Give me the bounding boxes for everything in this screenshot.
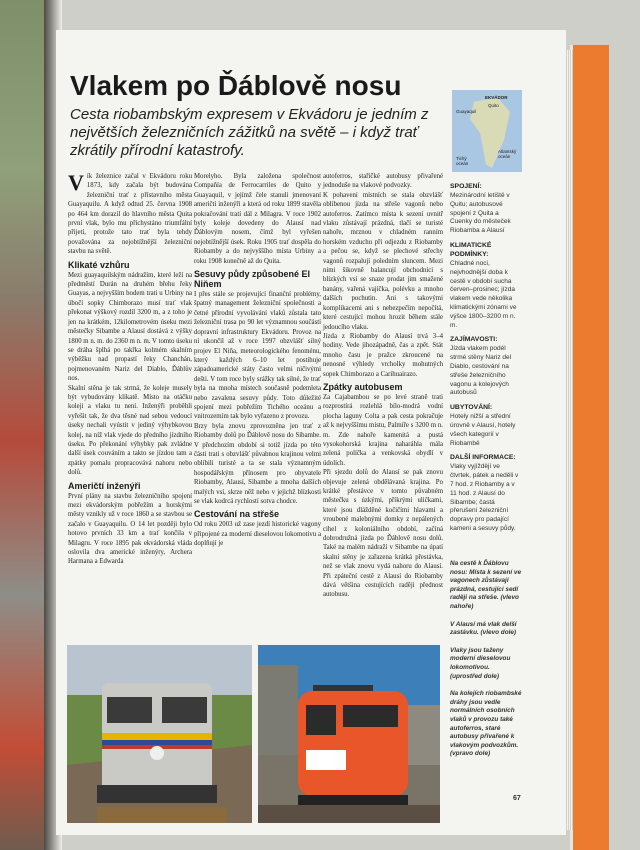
map-city-guayaquil: Guayaquil: [456, 109, 477, 114]
section-heading: Sesuvy půdy způsobené El Niňem: [194, 269, 311, 290]
article-column-2: [194, 172, 321, 549]
section-heading: Klikaté vzhůru: [68, 259, 130, 270]
article-paragraph: Skalní stěna je tak strmá, že koleje musely být vybudovány klikatě. Místo na otáčku koleji a vlaku tu není. Inženýři proběhli vyřešit tak, že dva těsné nad sebou vedoucí úseky nechali vyústit v jediný výhybkovou kolej, na níž vlak vjede do předního jízdního úseku. Po překonání výhybky pak zvládne další úsek couváním a takto se jízdou tam a zpátky pomalu propracovává nahoru nebo dolů.: [68, 384, 192, 477]
photo-caption: V Alausí má vlak delší zastávku. (vlevo dole): [450, 620, 517, 637]
autoferro-windshield: [306, 705, 336, 735]
page-title: Vlakem po Ďáblově nosu: [70, 70, 402, 101]
map-ocean-pacific: Tichý oceán: [456, 156, 469, 166]
article-column-3: [323, 172, 443, 600]
loco-window-left: [107, 697, 152, 723]
sidebar-text: Chladné noci, nejvhodnější doba k cestě v období sucha červen–prosinec; jízda vlakem vede několika klimatickými zónami ve výšce 1800–3200 m n. m.: [450, 259, 517, 329]
photo-captions: [450, 560, 522, 768]
article-paragraph: autoferros, staříčké autobusy přivařené jednoduše na vlakové podvozky.: [323, 173, 443, 190]
sidebar-heading: KLIMATICKÉ PODMÍNKY:: [450, 241, 492, 258]
sidebar-text: Jízda vlakem podél strmé stěny Nariz del Diablo, cestování na střeše železničního vagonu a kolejových autobusů: [450, 345, 512, 397]
page-subtitle: Cesta riobambským expresem v Ekvádoru je jedním z největších železničních zážitků na světě – i když trať zkrátily přírodní katastrofy.: [70, 106, 429, 159]
map-country-label: EKVÁDOR: [485, 95, 508, 100]
loco-stripe-yellow: [102, 733, 212, 740]
sidebar-heading: SPOJENÍ:: [450, 183, 482, 190]
article-paragraph: Mezi guayaquilským nádražím, které leží na předměstí Durán na druhém břehu řeky Guayas, a nejvyšším bodem trati u Urbiny na úbočí sopky Chimborazo musí trať vlak překonat výškový rozdíl 3200 m, a z toho je jen na krátkém, 12kilometrovém úseku mezi městečky Sibambe a Alausí dostává z výšky 1800 m n. m. do 2360 m n. m. V tomto úseku se dráha šplhá po takřka kolmém skalním výběžku nad propastí řeky Chanchán, pojmenovaném Nariz del Diablo, Ďáblův nos.: [68, 271, 192, 383]
article-paragraph: I přes stále se projevující finanční problémy, špatný management železniční společnosti a četné přírodní vyvolávání vlaků zůstala tato železniční trasa po 90 let významnou součástí dopravní infrastruktury Ekvádoru. Provoz na ní ukončil až v roce 1997 obzvlášť silný projev El Niňa, meteorologického fenoménu, který každých 6–10 let postihuje západoamerické státy často velmi ničivými dešti. V tom roce byly srážky tak silné, že trať byla na mnoha místech současně podemleta nebo zavalena sesuvy půdy. Toto důležité spojení mezi pobřežím Tichého oceánu a vnitrozemím tak bylo vyřazeno z provozu.: [194, 291, 321, 421]
roof-rack: [313, 685, 373, 691]
loco-headlight: [150, 746, 164, 760]
article-paragraph: K pohavení místních se stala obzvlášť oblíbenou jízda na střeše vagonů nebo autoferros. Zatímco místa k sezení uvnitř vlaku zůstávají prázdná, tlačí se turisté nahoře, mrznou v chladném ranním horském vzduchu při odjezdu z Riobamby a pečou se, když se plechové střechy vagonů rozpalují poledním sluncem. Mezi nimi šikovně balancují obchodníci s blízkých vsí se snaze prodat jim smažené banány, vařená vajíčka, polévku a mnoho dalších pochutin. Ani s takovými komplikacemi ani s nebezpečím nepočítá, které cestující mohou hrozit během stále jedoucího vlaku.: [323, 191, 443, 331]
article-column-1: [68, 172, 192, 567]
article-paragraph: Za Cajabambou se po levé straně trati rozprostírá rozlehlá bílo-modrá vodní plocha laguny Colta a pak cesta pokračuje až k nejvyššímu místu, Palmíře s 3200 m n. m. Zde nahoře kamenitá a pustá vysokohorská krajina naharáhla mála zelená políčka a venkovská obydlí v údolích.: [323, 393, 443, 467]
sidebar-heading: DALŠÍ INFORMACE:: [450, 454, 516, 462]
photo-caption: Vlaky jsou taženy moderní dieselovou lokomotivou. (uprostřed dole): [450, 646, 511, 680]
info-sidebar: [450, 177, 522, 534]
sidebar-text: Vlaky vyjíždějí ve čtvrtek, pátek a neděli v 7 hod. z Riobamby a v 11 hod. z Alausí do Sibambe; častá přerušení železniční dopravy pro padající kameni a sesuvy půdy.: [450, 463, 519, 532]
photo-caption: Na kolejích riobambské dráhy jsou vedle normálních osobních vlaků v provozu také autoferros, staré autobusy přivařené k vlakovým podvozkům. (vpravo dole): [450, 690, 522, 758]
photo-autoferro: [258, 645, 440, 823]
autoferro-grille: [306, 750, 346, 770]
track-sleepers: [97, 807, 227, 823]
sidebar-heading: UBYTOVÁNÍ:: [450, 404, 493, 412]
article-paragraph: První plány na stavbu železničního spojení mezi ekvádorským pobřežím a horskými městy vznikly už v roce 1860 a se stavbou se začalo v Guayaquilu. O 14 let později bylo hotovo prvních 33 km a trať končila v Milagru. V roce 1895 pak ekvádorská vláda oslovila dva americké inženýry, Archera Harmana a Edwarda: [68, 492, 192, 566]
autoferro-illustration: [258, 645, 440, 823]
sidebar-heading: ZAJÍMAVOSTI:: [450, 336, 498, 344]
loco-window-right: [162, 697, 207, 723]
section-heading: Zpátky autobusem: [323, 381, 403, 392]
article-paragraph: Při sjezdu dolů do Alausí se pak znovu objevuje zelená obdělávaná krajina. Po krátké přestávce v tomto půvabném městečku s úzkými, příkrými uličkami, které jsou dlážděné kočičími hlavami a vroubené malebnými domky z nepálených cihel z koloniálního období, začíná dobrodružná jízda po Ďáblově nosu dolů. Také na malém nádraží v Sibambe na úpatí skalní stěny je zařazena krátká přestávka, než se vlak znovu vydá nahoru do Alausí. Při zpáteční cestě z Alausí do Riobamby dává většina cestujících raději přednost autobusu.: [323, 469, 443, 599]
map-city-quito: Quito: [488, 103, 499, 108]
loco-bogie: [97, 785, 217, 803]
article-paragraph: Od roku 2003 už zase jezdí historické vagony připojené za moderní dieselovou lokomotivu a doplňují je: [194, 521, 321, 548]
location-map: [452, 90, 522, 172]
loco-stripe-blue: [102, 740, 212, 745]
autoferro-chassis: [298, 795, 408, 805]
sidebar-text: Mezinárodní letiště v Quitu; autobusové spojení z Quita a Cuenky do městeček Riobamba a Alausí: [450, 192, 511, 235]
article-paragraph: Vík železnice začal v Ekvádoru roku 1873, kdy začala být budována železniční trať z přístavního města Guayaquilu. A když odtud 25. června 1908 po 464 km dorazil do hlavního města Quita první vlak, bylo mu přichystáno triumfální přijetí, protože tato trať byla tehdy považována za nejobtížnější železniční stavbu na světě.: [68, 170, 192, 256]
book-edge-orange: [570, 45, 609, 850]
drop-cap: V: [68, 170, 84, 195]
map-ocean-atlantic: Atlantský oceán: [498, 149, 517, 159]
facing-page-photo: [0, 0, 50, 850]
page-number: 67: [513, 795, 521, 802]
autoferro-side-windows: [343, 705, 398, 727]
article-paragraph: Jízda z Riobamby do Alausí trvá 3–4 hodiny. Vede jihozápadně, čas a zpět. Stát mnoho času je pražce zkroucené na nenosné výhledy vrcholky mohutných sopek Chimborazo a Carihuairazo.: [323, 332, 443, 378]
article-paragraph: Morelyho. Byla založena společnost Compañía de Ferrocarriles de Quito y Guayaquil, v jejímž čele stanuli jmenovaní američtí inženýři a která od roku 1899 stavěla pokračování tratí dál z Milagra. V roce 1902 byly koleje dovedeny do Alausí nad Ďáblovým nosem, čímž byl vyřešen nejobtížnější úsek. Roku 1905 trať dospěla do Riobamby a do nejvyššího místa Urbiny a roku 1908 konečně až do Quita.: [194, 173, 321, 265]
photo-caption: Na cestě k Ďáblovu nosu: Místa k sezení ve vagonech zůstávají prázdná, cestující sedí raději na střeše. (vlevo nahoře): [450, 560, 522, 610]
page-edges: [565, 50, 573, 830]
section-heading: Američtí inženýři: [68, 480, 141, 491]
track-bed: [258, 805, 440, 823]
locomotive-illustration: [67, 645, 252, 823]
section-heading: Cestování na střeše: [194, 509, 280, 520]
sidebar-text: Hotely nižší a střední úrovně v Alausí, hotely všech kategorií v Riobambě: [450, 413, 516, 447]
article-paragraph: Brzy byla znovu zprovozněna jen trať z Riobamby dolů po Ďáblově nosu do Sibambe. V předchozím období si totiž jízda po této části trati s obzvlášť půvabnou krajinou velmi oblíbili turisté a ta se stala významným hospodářským přínosem pro obyvatele Riobamby, Alausí, Sibambe a mnoha dalších malých vsí, skrze něž nebo v jejichž blízkosti se vlak kodrcá rychlostí sotva chodce.: [194, 422, 321, 505]
photo-locomotive: [67, 645, 252, 823]
